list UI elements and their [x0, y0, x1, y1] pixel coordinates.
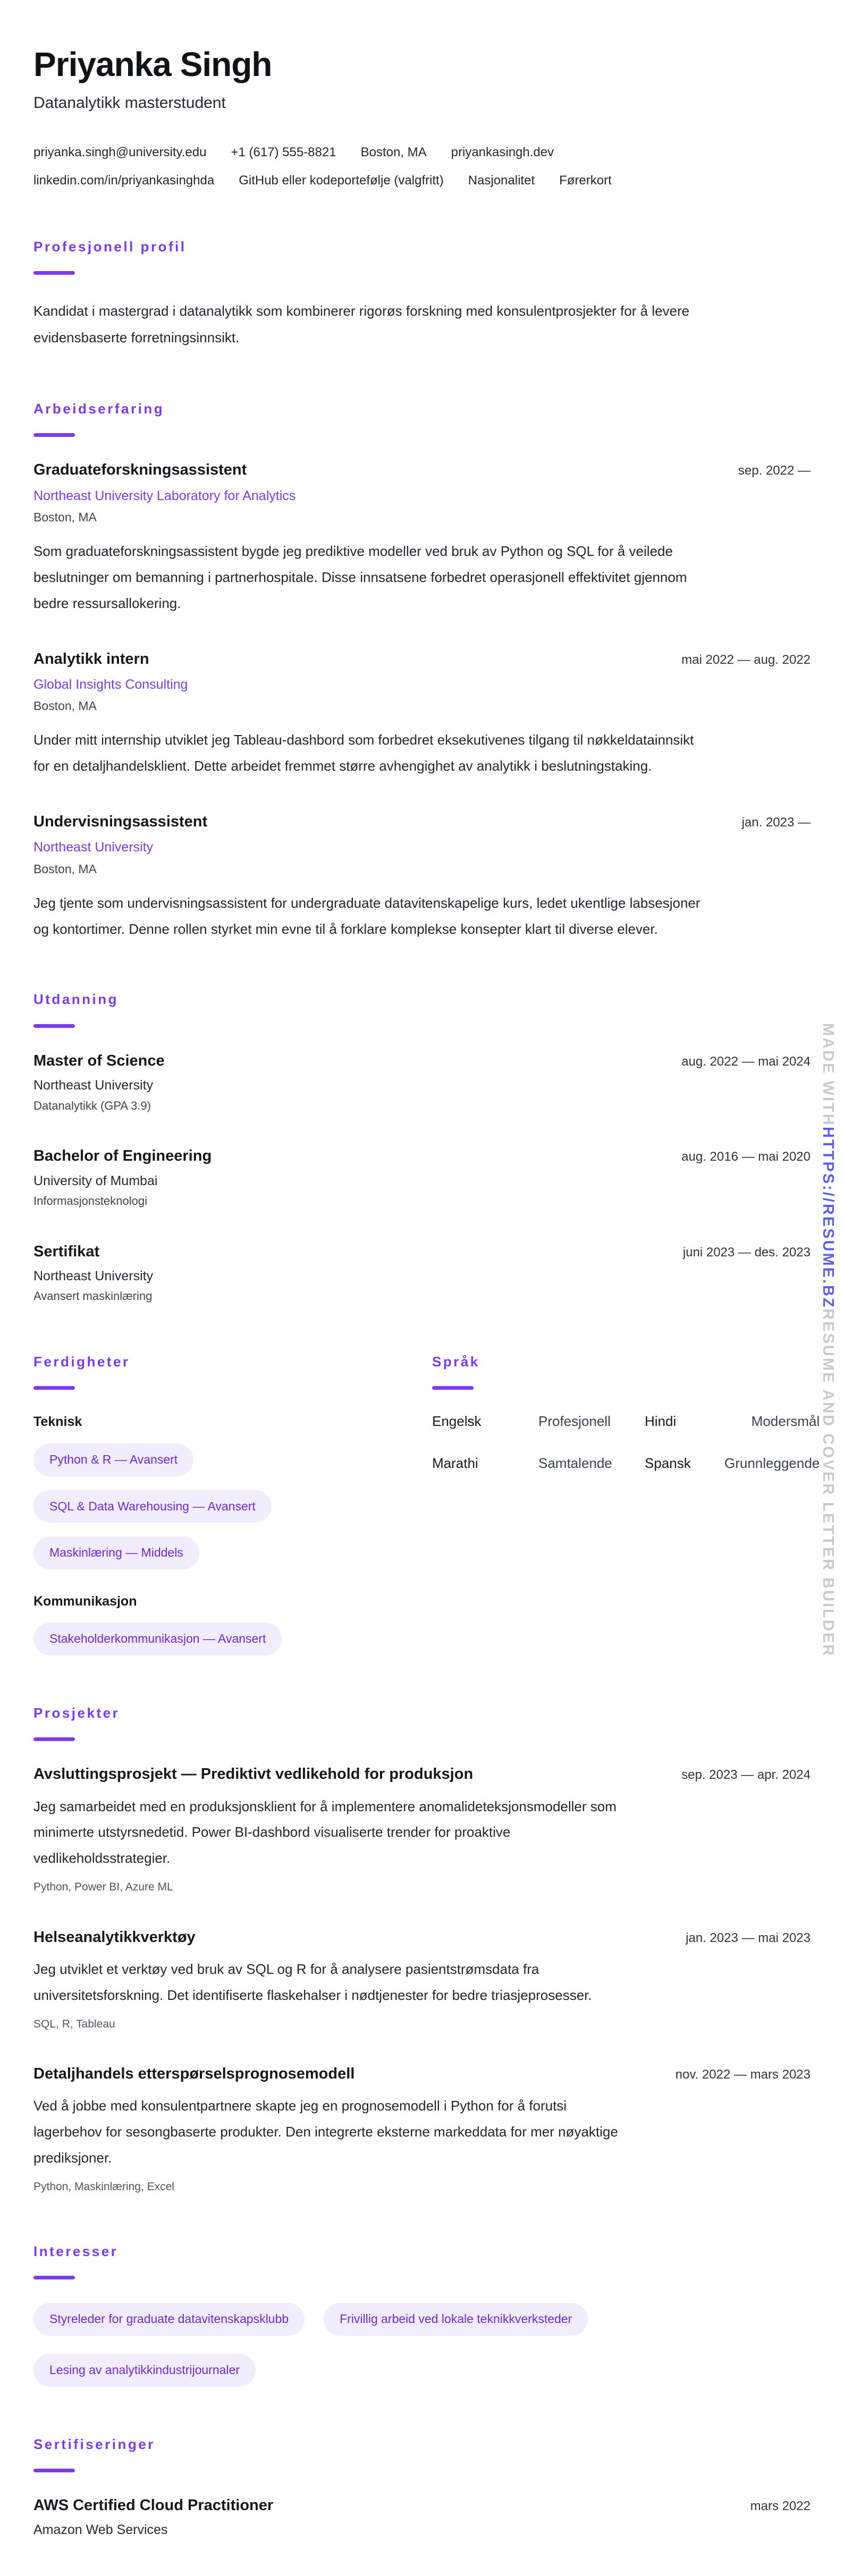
- candidate-headline: Datanalytikk masterstudent: [33, 94, 226, 112]
- skill-group-technical: [33, 1413, 398, 1569]
- project-technologies: Python, Power BI, Azure ML: [33, 1881, 173, 1894]
- job-title: Graduateforskningsassistent: [33, 461, 247, 479]
- education-field: Datanalytikk (GPA 3.9): [33, 1099, 151, 1112]
- education-dates: aug. 2016 — mai 2020: [681, 1150, 811, 1164]
- language-level: Profesjonell: [538, 1413, 611, 1430]
- education-dates: aug. 2022 — mai 2024: [681, 1054, 811, 1069]
- skill-pill: SQL & Data Warehousing — Avansert: [33, 1490, 272, 1523]
- language-name: Engelsk: [432, 1413, 482, 1430]
- project-technologies: Python, Maskinlæring, Excel: [33, 2180, 174, 2193]
- certification-entry: [33, 2496, 811, 2539]
- education-entry: [33, 1146, 811, 1209]
- interests-heading: Interesser: [33, 2243, 119, 2259]
- skill-pill: Stakeholderkommunikasjon — Avansert: [33, 1623, 282, 1656]
- job-entry: [33, 812, 811, 942]
- contact-linkedin: linkedin.com/in/priyankasinghda: [33, 173, 215, 188]
- language-level: Grunnleggende: [724, 1455, 820, 1472]
- project-entry: [33, 1928, 811, 2031]
- interest-pill: Styreleder for graduate datavitenskapsklubb: [33, 2303, 305, 2336]
- education-heading: Utdanning: [33, 991, 119, 1008]
- job-entry: [33, 649, 811, 779]
- contact-github-placeholder: GitHub eller kodeportefølje (valgfritt): [239, 173, 444, 188]
- project-description: Jeg samarbeidet med en produksjonsklient for å implementere anomalideteksjonsmodeller som minimerte utstyrsnedetid. Power BI-dashbord visualiserte trender for proaktive vedlikeholdsstrategier.: [33, 1798, 617, 1866]
- section-underline: [33, 433, 75, 437]
- contact-row-1: [33, 144, 811, 161]
- contact-license-placeholder: Førerkort: [559, 173, 612, 188]
- skills-heading: Ferdigheter: [33, 1353, 130, 1370]
- job-company-link[interactable]: Global Insights Consulting: [33, 677, 188, 692]
- language-name: Marathi: [432, 1455, 478, 1472]
- skills-column: [33, 1353, 398, 1656]
- profile-heading: Profesjonell profil: [33, 238, 187, 255]
- job-dates: jan. 2023 —: [741, 815, 811, 830]
- education-degree: Bachelor of Engineering: [33, 1147, 212, 1165]
- project-dates: sep. 2023 — apr. 2024: [681, 1768, 811, 1783]
- contact-nationality-placeholder: Nasjonalitet: [468, 173, 535, 188]
- watermark-resume-bz-link[interactable]: HTTPS://RESUME.BZ: [820, 1126, 837, 1309]
- section-underline: [33, 2276, 75, 2279]
- project-title: Avsluttingsprosjekt — Prediktivt vedlikehold for produksjon: [33, 1766, 474, 1783]
- job-description: Som graduateforskningsassistent bygde jeg prediktive modeller ved bruk av Python og SQL for å veilede beslutninger om bemanning i partnerhospitale. Disse innsatsene forbedret operasjonell effektivitet gjennom bedre ressursallokering.: [33, 543, 687, 611]
- certification-date: mars 2022: [750, 2499, 811, 2514]
- languages-column: [432, 1353, 820, 1472]
- section-projects: [33, 1704, 811, 2194]
- contact-location: Boston, MA: [360, 145, 427, 160]
- education-school: University of Mumbai: [33, 1173, 158, 1188]
- job-location: Boston, MA: [33, 510, 97, 525]
- languages-heading: Språk: [432, 1353, 480, 1370]
- contact-row-2: [33, 172, 811, 189]
- watermark-suffix: RESUME AND COVER LETTER BUILDER: [820, 1308, 837, 1657]
- experience-heading: Arbeidserfaring: [33, 400, 165, 417]
- skill-group-label: Teknisk: [33, 1414, 82, 1430]
- job-title: Undervisningsassistent: [33, 813, 208, 831]
- languages-grid: [432, 1413, 820, 1472]
- language-name: Spansk: [645, 1455, 691, 1472]
- education-degree: Master of Science: [33, 1052, 165, 1069]
- education-school: Northeast University: [33, 1268, 154, 1283]
- education-degree: Sertifikat: [33, 1243, 100, 1260]
- profile-text: Kandidat i mastergrad i datanalytikk som kombinerer rigorøs forskning med konsulentprosjekter for å levere evidensbaserte forretningsinnsikt.: [33, 303, 690, 345]
- job-description: Jeg tjente som undervisningsassistent for undergraduate datavitenskapelige kurs, ledet ukentlige labsesjoner og kontortimer. Denne rollen styrket min evne til å forklare komplekse konsepter klart til diverse elever.: [33, 894, 700, 937]
- skill-group-label: Kommunikasjon: [33, 1593, 137, 1609]
- education-field: Informasjonsteknologi: [33, 1194, 148, 1208]
- skill-group-communication: [33, 1593, 398, 1656]
- education-entry: [33, 1242, 811, 1304]
- project-title: Detaljhandels etterspørselsprognosemodell: [33, 2065, 355, 2082]
- section-underline: [33, 271, 75, 275]
- job-title: Analytikk intern: [33, 650, 149, 668]
- skill-pill: Maskinlæring — Middels: [33, 1536, 199, 1569]
- job-location: Boston, MA: [33, 699, 97, 713]
- projects-heading: Prosjekter: [33, 1704, 120, 1721]
- education-field: Avansert maskinlæring: [33, 1289, 153, 1303]
- section-underline: [33, 1386, 75, 1390]
- job-dates: mai 2022 — aug. 2022: [681, 652, 811, 667]
- language-name: Hindi: [645, 1413, 677, 1430]
- section-experience: [33, 400, 811, 942]
- section-underline: [33, 1024, 75, 1028]
- interest-pill: Frivillig arbeid ved lokale teknikkverksteder: [324, 2303, 588, 2336]
- job-description: Under mitt internship utviklet jeg Tableau-dashbord som forbedret eksekutivenes tilgang til nøkkeldatainnsikt for en detaljhandelsklient. Dette arbeidet fremmet større avhengighet av analytikk i beslutningstaking.: [33, 732, 694, 774]
- language-level: Modersmål: [751, 1413, 820, 1430]
- section-education: [33, 991, 811, 1304]
- education-dates: juni 2023 — des. 2023: [682, 1245, 811, 1260]
- project-description: Jeg utviklet et verktøy ved bruk av SQL og R for å analysere pasientstrømsdata fra universitetsforskning. Det identifiserte flaskehalser i nødtjenester for bedre triasjeprosesser.: [33, 1961, 592, 2003]
- builder-watermark: [819, 1023, 837, 1657]
- certification-issuer: Amazon Web Services: [33, 2522, 168, 2538]
- project-technologies: SQL, R, Tableau: [33, 2017, 115, 2030]
- education-school: Northeast University: [33, 1078, 154, 1093]
- job-location: Boston, MA: [33, 862, 97, 876]
- education-entry: [33, 1051, 811, 1113]
- contact-email: priyanka.singh@university.edu: [33, 145, 207, 160]
- project-dates: nov. 2022 — mars 2023: [675, 2067, 811, 2082]
- interests-pill-row: [33, 2303, 687, 2386]
- project-entry: [33, 2064, 811, 2194]
- contact-block: [33, 144, 811, 189]
- section-interests: [33, 2243, 811, 2387]
- language-level: Samtalende: [538, 1455, 612, 1472]
- section-underline: [33, 2469, 75, 2472]
- section-certifications: [33, 2436, 811, 2539]
- section-skills-languages: [33, 1353, 820, 1656]
- project-entry: [33, 1764, 811, 1894]
- project-title: Helseanalytikkverktøy: [33, 1928, 196, 1946]
- certifications-heading: Sertifiseringer: [33, 2436, 155, 2452]
- contact-phone: +1 (617) 555-8821: [231, 145, 336, 160]
- skill-pill: Python & R — Avansert: [33, 1443, 193, 1476]
- job-entry: [33, 460, 811, 616]
- contact-website: priyankasingh.dev: [451, 145, 554, 160]
- watermark-prefix: MADE WITH: [820, 1023, 837, 1127]
- project-description: Ved å jobbe med konsulentpartnere skapte jeg en prognosemodell i Python for å forutsi lagerbehov for sesongbaserte produkter. Den integrerte eksterne markeddata for mer nøyaktige prediksjoner.: [33, 2098, 618, 2166]
- interest-pill: Lesing av analytikkindustrijournaler: [33, 2354, 256, 2387]
- section-underline: [33, 1737, 75, 1741]
- section-profile: [33, 238, 811, 351]
- certification-name: AWS Certified Cloud Practitioner: [33, 2497, 274, 2514]
- project-dates: jan. 2023 — mai 2023: [686, 1930, 811, 1945]
- job-company-link[interactable]: Northeast University Laboratory for Analytics: [33, 488, 296, 503]
- resume-header: [33, 47, 811, 189]
- job-company-link[interactable]: Northeast University: [33, 840, 154, 855]
- candidate-name: Priyanka Singh: [33, 45, 272, 83]
- job-dates: sep. 2022 —: [738, 463, 811, 478]
- section-underline: [432, 1386, 474, 1390]
